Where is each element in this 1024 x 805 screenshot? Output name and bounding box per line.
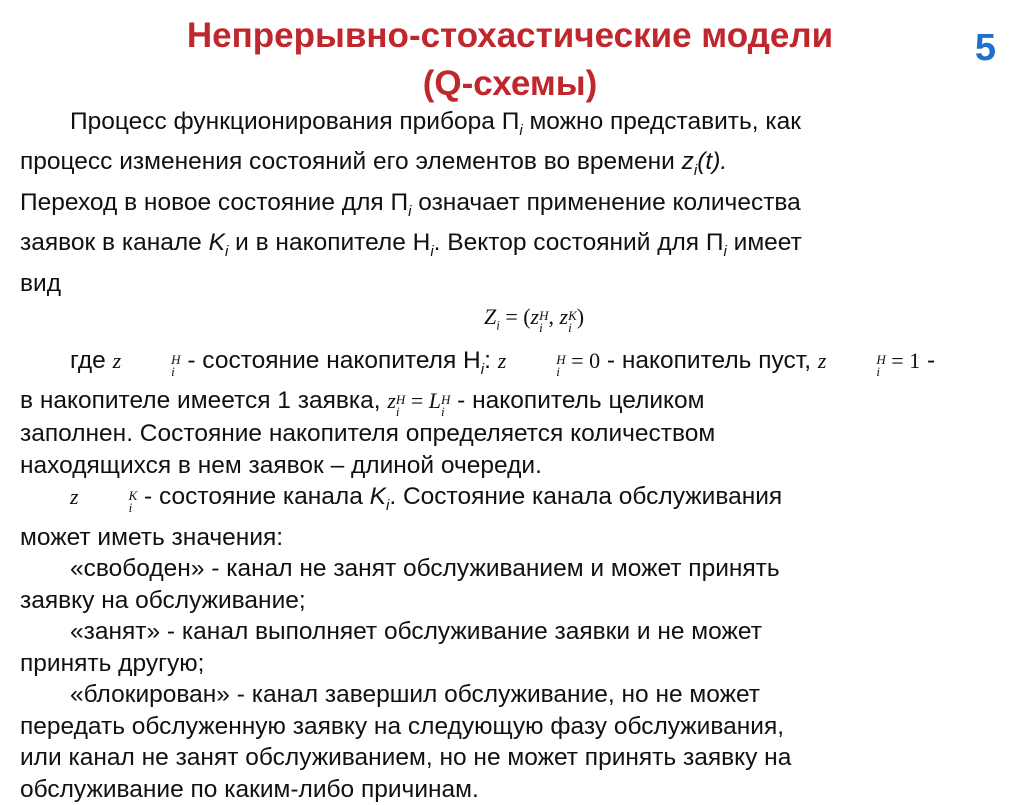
text: может иметь значения:	[20, 523, 284, 551]
text: имеет	[726, 229, 802, 257]
text: принять другую;	[20, 649, 205, 677]
text: - накопитель целиком	[450, 387, 705, 415]
text: . Вектор состояний для П	[433, 229, 724, 257]
operator: =	[410, 388, 424, 414]
subscript: i	[430, 243, 434, 261]
var-z: z	[387, 388, 396, 414]
subscript: i	[496, 317, 500, 333]
subscript: i	[440, 404, 445, 420]
paragraph-busy-cont	[20, 648, 1008, 680]
text: . Состояние канала обслуживания	[389, 483, 783, 511]
var-z: z	[497, 348, 507, 374]
text: - состояние накопителя Н	[180, 347, 481, 375]
text: в накопителе имеется 1 заявка,	[20, 387, 388, 415]
slide-body	[20, 106, 1008, 805]
operator: )	[576, 304, 585, 330]
paragraph-storage-state	[20, 345, 1008, 385]
var-z: z	[559, 304, 569, 330]
subscript: i	[568, 320, 572, 336]
text: передать обслуженную заявку на следующую фазу обслуживания,	[20, 712, 785, 740]
text: :	[484, 347, 498, 375]
var-t: (t).	[697, 148, 728, 176]
superscript: H	[440, 392, 451, 408]
text: заявку на обслуживание;	[20, 586, 306, 614]
subscript: i	[408, 202, 412, 220]
state-vector-formula	[20, 299, 1008, 335]
subscript: i	[556, 364, 560, 380]
var-z: z	[70, 484, 79, 510]
var-z: z	[530, 304, 540, 330]
var-L: L	[428, 388, 441, 414]
paragraph-blocked	[20, 679, 1008, 711]
superscript: H	[171, 352, 181, 368]
subscript: i	[723, 243, 727, 261]
paragraph-channel-state	[20, 481, 1008, 521]
text: или канал не занят обслуживанием, но не может принять заявку на	[20, 744, 792, 772]
text: означает применение количества	[411, 188, 801, 216]
text: «занят» - канал выполняет обслуживание заявки и не может	[70, 618, 762, 646]
subscript: i	[171, 364, 175, 380]
subscript: i	[876, 364, 881, 380]
operator: = 1	[891, 348, 921, 374]
paragraph-storage-state-cont	[20, 385, 1008, 481]
paragraph-device-process	[20, 106, 1008, 146]
title-line-2: (Q-схемы)	[422, 64, 598, 103]
paragraph-blocked-cont	[20, 711, 1008, 805]
text: - состояние канала	[137, 483, 370, 511]
operator: = 0	[571, 348, 601, 374]
subscript: i	[519, 121, 523, 139]
text: «блокирован» - канал завершил обслуживание, но не может	[70, 681, 761, 709]
operator: = (	[499, 304, 531, 330]
superscript: H	[539, 308, 549, 324]
text: «свободен» - канал не занят обслуживанием и может принять	[70, 555, 780, 583]
text: заявок в канале	[20, 229, 209, 257]
text: Переход в новое состояние для П	[20, 188, 409, 216]
text: находящихся в нем заявок – длиной очереди.	[20, 451, 542, 479]
operator: ,	[548, 304, 560, 330]
superscript: H	[395, 392, 406, 408]
subscript: i	[128, 500, 133, 516]
subscript: i	[693, 162, 698, 180]
subscript: i	[386, 497, 390, 515]
paragraph-device-process-cont	[20, 146, 1008, 299]
text: можно представить, как	[522, 108, 802, 135]
var-Z: Z	[483, 304, 497, 330]
var-z: z	[112, 348, 122, 374]
paragraph-busy	[20, 616, 1008, 648]
text: заполнен. Состояние накопителя определяется количеством	[20, 420, 716, 448]
paragraph-free	[20, 553, 1008, 585]
var-k: K	[208, 229, 225, 257]
slide-number: 5	[974, 27, 996, 69]
paragraph-free-cont	[20, 585, 1008, 617]
superscript: H	[556, 352, 566, 368]
subscript: i	[224, 243, 229, 261]
text: обслуживание по каким-либо причинам.	[20, 775, 479, 803]
text: Процесс функционирования прибора П	[70, 108, 520, 135]
text: где	[70, 347, 113, 375]
superscript: K	[568, 308, 577, 324]
title-line-1: Непрерывно-стохастические модели	[186, 16, 834, 55]
paragraph-channel-state-cont	[20, 522, 1008, 554]
var-k: K	[369, 483, 387, 511]
superscript: K	[128, 488, 138, 504]
text: - накопитель пуст,	[600, 347, 818, 375]
var-z: z	[817, 348, 827, 374]
text: и в накопителе Н	[228, 229, 431, 257]
subscript: i	[480, 360, 485, 378]
var-z: z	[681, 148, 694, 176]
subscript: i	[395, 404, 400, 420]
superscript: H	[876, 352, 886, 368]
text: вид	[20, 269, 61, 297]
text: -	[920, 347, 936, 375]
subscript: i	[539, 320, 543, 336]
slide-title	[110, 12, 910, 108]
text: процесс изменения состояний его элементов во времени	[20, 148, 682, 176]
